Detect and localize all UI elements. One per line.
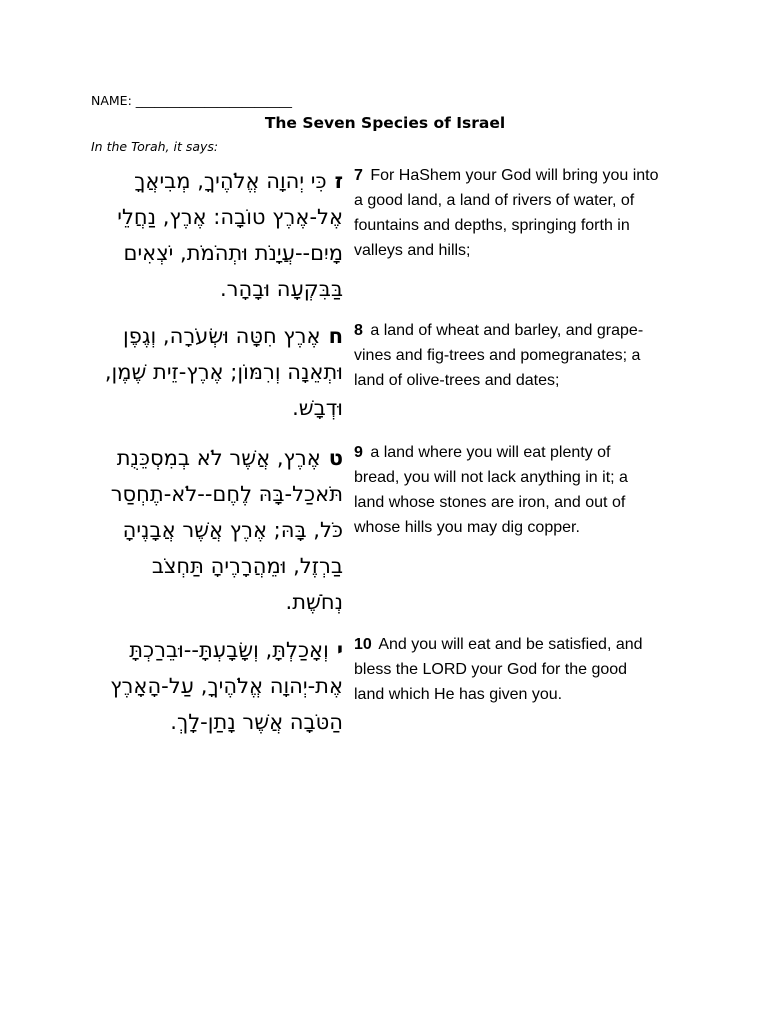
hebrew-verse-number: ז (334, 169, 343, 193)
hebrew-verse-number: ט (328, 446, 343, 470)
hebrew-verse-9 (91, 440, 343, 620)
page-title-text: The Seven Species of Israel (264, 114, 506, 132)
hebrew-verse-text: אֶרֶץ חִטָּה וּשְׂעֹרָה, וְגֶפֶן וּתְאֵנָה וְרִמּוֹן; אֶרֶץ-זֵית שֶׁמֶן, וּדְבָשׁ. (104, 324, 343, 420)
intro-text: In the Torah, it says: (91, 139, 219, 154)
english-verse-number: 8 (354, 322, 363, 339)
english-verse-number: 9 (354, 444, 363, 461)
hebrew-verse-7 (91, 163, 343, 307)
hebrew-verse-number: י (336, 638, 343, 662)
english-verse-text: And you will eat and be satisfied, and bless the LORD your God for the good land which He has given you. (354, 636, 643, 703)
english-verse-text: a land of wheat and barley, and grape-vines and fig-trees and pomegranates; a land of olive-trees and dates; (354, 322, 644, 389)
english-verse-text: a land where you will eat plenty of bread, you will not lack anything in it; a land whose stones are iron, and out of whose hills you may dig copper. (354, 444, 628, 536)
english-verse-8 (354, 318, 659, 393)
hebrew-verse-text: כִּי יְהוָה אֱלֹהֶיךָ, מְבִיאֲךָ אֶל-אֶרֶץ טוֹבָה: אֶרֶץ, נַחֲלֵי מָיִם--עֲיָנֹת וּתְהֹמֹת, יֹצְאִים בַּבִּקְעָה וּבָהָר. (117, 169, 343, 301)
english-verse-9 (354, 440, 659, 540)
english-verse-7 (354, 163, 659, 263)
page-title (0, 114, 770, 132)
hebrew-verse-text: אֶרֶץ, אֲשֶׁר לֹא בְמִסְכֵּנֻת תֹּאכַל-בָּהּ לֶחֶם--לֹא-תֶחְסַר כֹּל, בָּהּ; אֶרֶץ אֲשֶׁר אֲבָנֶיהָ בַרְזֶל, וּמֵהֲרָרֶיהָ תַּחְצֹב נְחֹשֶׁת. (110, 446, 343, 614)
english-verse-10 (354, 632, 659, 707)
hebrew-verse-10 (91, 632, 343, 740)
name-field-line[interactable]: NAME: _________________________ (91, 93, 293, 108)
english-verse-text: For HaShem your God will bring you into a good land, a land of rivers of water, of fountains and depths, springing forth in valleys and hills; (354, 167, 659, 259)
hebrew-verse-8 (91, 318, 343, 426)
hebrew-verse-text: וְאָכַלְתָּ, וְשָׂבָעְתָּ--וּבֵרַכְתָּ אֶת-יְהוָה אֱלֹהֶיךָ, עַל-הָאָרֶץ הַטֹּבָה אֲשֶׁר נָתַן-לָךְ. (110, 638, 343, 734)
hebrew-verse-number: ח (328, 324, 343, 348)
english-verse-number: 10 (354, 636, 372, 653)
english-verse-number: 7 (354, 167, 363, 184)
